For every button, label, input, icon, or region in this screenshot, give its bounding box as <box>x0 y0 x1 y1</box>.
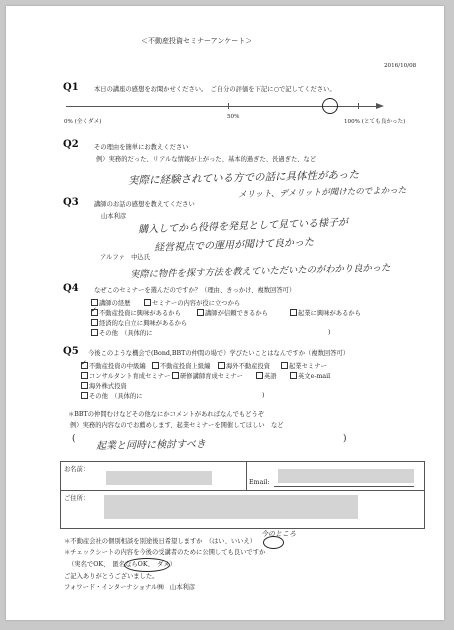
q4-option[interactable]: その他 （具体的に <box>91 329 153 338</box>
publish-question: ＊チェックシートの内容を今後の受講者のために公開しても良いですか <box>64 549 266 556</box>
address-field-redacted[interactable] <box>104 495 358 519</box>
q4-option[interactable]: 経済的な自立に興味があるから <box>91 319 187 328</box>
checkbox[interactable] <box>290 372 297 379</box>
checkbox[interactable] <box>218 362 225 369</box>
q3-handwritten-1: 購入してから役得を発見として見ている様子が <box>137 217 349 236</box>
organizer-text: フォワード・インターナショナル㈱ 山本利彦 <box>64 584 196 591</box>
q3-speaker-1: 山本利彦 <box>101 213 127 220</box>
address-label: ご住所： <box>64 495 90 502</box>
consult-answer-circle <box>263 536 284 549</box>
q3-handwritten-2: 経営視点での運用が聞けて良かった <box>153 237 315 254</box>
contact-form-divider <box>60 490 424 491</box>
q3-handwritten-3: 実際に物件を探す方法を教えていただいたのがわかり良かった <box>129 262 391 281</box>
q5-option[interactable]: 不動産投資上級編 <box>152 362 210 371</box>
survey-title: ＜不動産投資セミナーアンケート＞ <box>141 37 253 45</box>
q4-option[interactable]: セミナーの内容が役に立つから <box>144 299 240 308</box>
checkbox[interactable] <box>152 362 159 369</box>
q5-option[interactable]: 起業セミナー <box>281 362 327 371</box>
rating-mark-circle <box>322 98 338 114</box>
scale-left-label: 0% (全くダメ) <box>64 119 102 125</box>
contact-form-vdivider <box>246 461 247 490</box>
q4-close-paren: ) <box>328 329 331 336</box>
checkbox[interactable] <box>197 309 204 316</box>
q4-option[interactable]: 講師が信頼できるから <box>197 309 268 318</box>
q1-text: 本日の講座の感想をお聞かせください。 ご自分の評価を下記に○で記してください。 <box>94 86 336 93</box>
q3-speaker-2: アルファ 中込氏 <box>100 254 150 261</box>
bbt-comment-example: 例）実務的内容なのでお薦めします、起業セミナーを開催してほしい など <box>70 422 284 429</box>
q2-number: Q2 <box>63 139 79 150</box>
survey-sheet <box>6 6 444 620</box>
checkbox[interactable] <box>290 309 297 316</box>
email-field-redacted[interactable] <box>278 469 414 483</box>
checkbox[interactable] <box>281 362 288 369</box>
q3-text: 講師のお話の感想を教えてください <box>94 201 195 208</box>
q2-handwritten-2: メリット、デメリットが聞けたのでよかった <box>237 185 407 201</box>
checkbox[interactable] <box>172 372 179 379</box>
checkbox[interactable] <box>91 319 98 326</box>
checkbox[interactable] <box>81 372 88 379</box>
q4-text: なぜこのセミナーを選んだのですか？（理由、きっかけ、複数回答可） <box>94 287 296 294</box>
checkbox[interactable] <box>81 382 88 389</box>
checkbox[interactable] <box>256 372 263 379</box>
name-label: お名前： <box>64 466 90 473</box>
checkbox-checked[interactable] <box>91 309 98 316</box>
q5-option[interactable]: ✓不動産投資の中級編 <box>81 362 146 371</box>
q4-option[interactable]: 起業に興味があるから <box>290 309 361 318</box>
scale-right-label: 100% (とても良かった) <box>344 119 406 125</box>
email-label: Email: <box>249 479 270 486</box>
rating-tick-50 <box>228 103 229 109</box>
q5-option[interactable]: 英語 <box>256 372 277 381</box>
q5-text: 今後このような機会で(Bond,BBTの仲間の場で）学びたいことはなんですか（複数回答可） <box>88 350 350 357</box>
checkbox[interactable] <box>91 299 98 306</box>
bbt-close-paren: ) <box>343 434 347 444</box>
name-field-redacted[interactable] <box>106 471 212 485</box>
publish-answer-circle <box>124 558 170 572</box>
rating-scale-arrow <box>376 103 384 109</box>
q5-option[interactable]: その他 （具体的に <box>81 392 143 401</box>
q2-example: 例）実務的だった、リアルな情報が上がった、基本的過ぎた、長過ぎた、など <box>96 156 317 163</box>
checkbox[interactable] <box>144 299 151 306</box>
q5-close-paren: ) <box>262 392 265 399</box>
q2-text: その理由を簡単にお教えください <box>94 144 189 151</box>
checkbox-checked[interactable] <box>81 362 88 369</box>
q4-option[interactable]: ✓不動産投資に興味があるから <box>91 309 181 318</box>
q5-option[interactable]: 海外株式投資 <box>81 382 127 391</box>
q5-number: Q5 <box>63 346 79 357</box>
checkbox[interactable] <box>91 329 98 336</box>
consult-question: ＊不動産会社の個別相談を別途後日希望しますか （はい、いいえ） <box>64 538 257 545</box>
q5-option[interactable]: 英文e-mail <box>290 372 330 381</box>
bbt-handwritten-comment: 起業と同時に検討すべき <box>95 439 206 452</box>
q5-option[interactable]: コンサルタント育成セミナー <box>81 372 170 381</box>
q4-number: Q4 <box>63 283 79 294</box>
consult-handwritten-note: 今のところ <box>261 530 296 538</box>
checkbox[interactable] <box>81 392 88 399</box>
q5-option[interactable]: 海外不動産投資 <box>218 362 270 371</box>
q5-option[interactable]: 研修講師育成セミナー <box>172 372 243 381</box>
thanks-text: ご記入ありがとうございました。 <box>64 573 159 580</box>
q1-number: Q1 <box>63 82 79 93</box>
q2-handwritten-1: 実際に経験されている方での話に具体性があった <box>127 168 360 188</box>
bbt-comment-text: ＊BBTの仲間むけなどその他なにかコメントがあればなんでもどうぞ <box>68 411 265 418</box>
q4-option[interactable]: 講師の経歴 <box>91 299 130 308</box>
q3-number: Q3 <box>63 197 79 208</box>
survey-date: 2016/10/08 <box>384 63 417 69</box>
email-underline <box>274 486 414 487</box>
scale-mid-label: 50% <box>227 114 240 120</box>
rating-tick-100 <box>358 103 359 109</box>
bbt-open-paren: ( <box>72 434 76 444</box>
publish-options: （実名でOK、 匿名ならOK、 ダメ） <box>68 561 176 568</box>
